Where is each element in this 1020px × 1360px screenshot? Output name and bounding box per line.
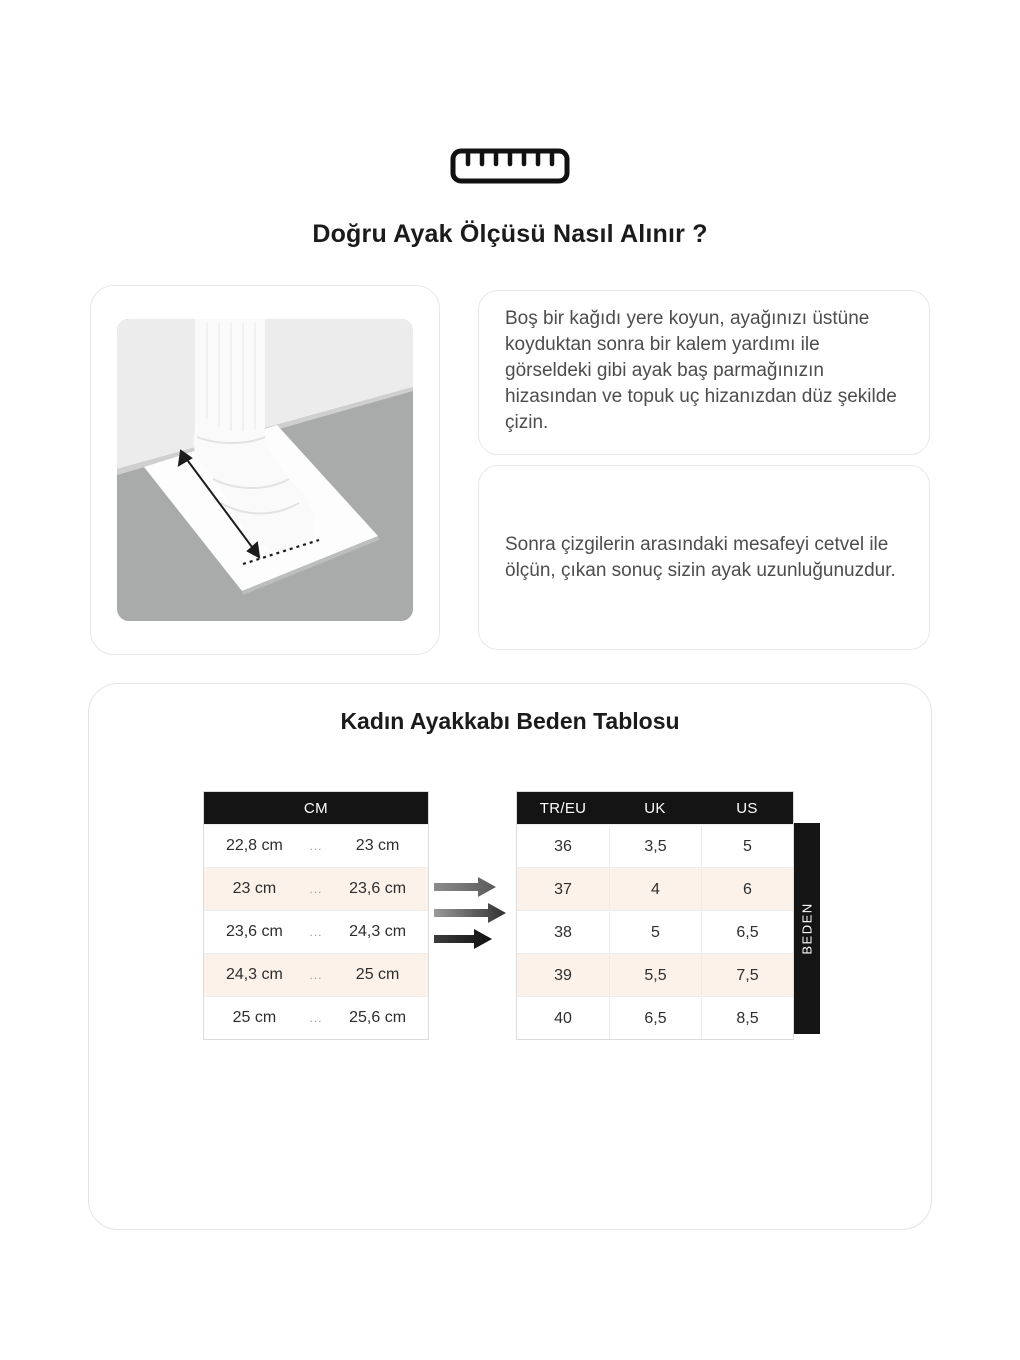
range-dots: ... bbox=[309, 1011, 323, 1025]
cm-table-row: 24,3 cm ... 25 cm bbox=[204, 953, 428, 996]
size-table-row: 37 4 6 bbox=[517, 867, 793, 910]
range-dots: ... bbox=[309, 968, 323, 982]
mapping-arrows-icon bbox=[432, 876, 506, 952]
beden-side-label bbox=[794, 823, 820, 1034]
col-header-us: US bbox=[736, 799, 758, 817]
size-table-row: 40 6,5 8,5 bbox=[517, 996, 793, 1039]
size-table-row: 39 5,5 7,5 bbox=[517, 953, 793, 996]
range-dots: ... bbox=[309, 925, 323, 939]
size-table-title: Kadın Ayakkabı Beden Tablosu bbox=[340, 708, 680, 734]
size-table-row: 36 3,5 5 bbox=[517, 824, 793, 867]
size-conversion-header-row bbox=[517, 792, 793, 824]
cm-table-row: 23,6 cm ... 24,3 cm bbox=[204, 910, 428, 953]
cm-table-row: 25 cm ... 25,6 cm bbox=[204, 996, 428, 1039]
page-title: Doğru Ayak Ölçüsü Nasıl Alınır ? bbox=[312, 220, 708, 248]
foot-on-paper-photo bbox=[117, 319, 413, 621]
instruction-step-2-text: Sonra çizgilerin arasındaki mesafeyi cetvel ile ölçün, çıkan sonuç sizin ayak uzunluğunuzdur. bbox=[505, 533, 896, 581]
size-conversion-table bbox=[516, 791, 794, 1040]
instruction-step-1-text: Boş bir kağıdı yere koyun, ayağınızı üstüne koyduktan sonra bir kalem yardımı ile görseldeki gibi ayak baş parmağınızın hizasından ve topuk uç hizanızdan düz şekilde çizin. bbox=[505, 308, 897, 433]
cm-table-row: 23 cm ... 23,6 cm bbox=[204, 867, 428, 910]
range-dots: ... bbox=[309, 839, 323, 853]
col-header-uk: UK bbox=[644, 799, 666, 817]
cm-table-header: CM bbox=[204, 792, 428, 824]
cm-table-row: 22,8 cm ... 23 cm bbox=[204, 824, 428, 867]
beden-side-label-text: BEDEN bbox=[799, 902, 815, 955]
foot-measure-photo-card bbox=[90, 285, 440, 655]
col-header-tr-eu: TR/EU bbox=[539, 799, 587, 817]
ruler-icon bbox=[0, 148, 1020, 184]
range-dots: ... bbox=[309, 882, 323, 896]
cm-table bbox=[203, 791, 429, 1040]
size-table-card bbox=[88, 683, 932, 1230]
instruction-step-1 bbox=[478, 290, 930, 455]
size-table-row: 38 5 6,5 bbox=[517, 910, 793, 953]
instruction-step-2 bbox=[478, 465, 930, 650]
